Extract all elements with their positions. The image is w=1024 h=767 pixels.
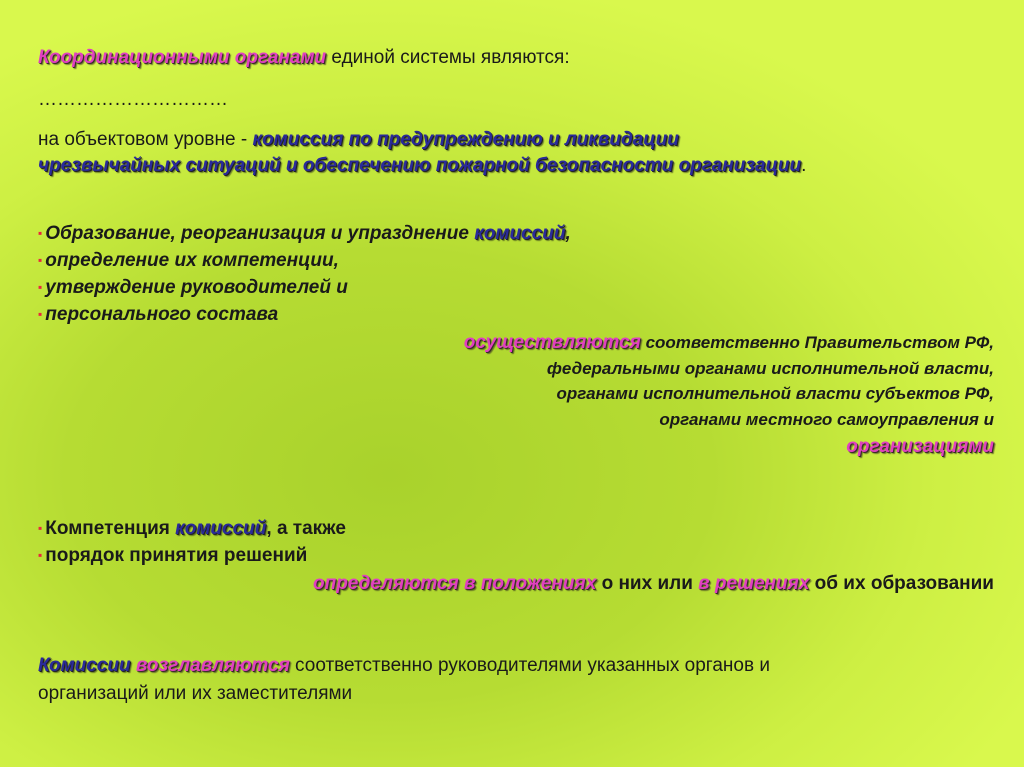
s2-r-highlight2: в решениях [698, 573, 810, 594]
intro-rest: единой системы являются: [326, 47, 570, 68]
s1-item2: определение их компетенции, [45, 250, 339, 271]
bullet-icon: ▪ [38, 253, 43, 267]
s1-item1-text: Образование, реорганизация и упразднение [45, 223, 475, 244]
s1-item1-highlight: комиссий [474, 223, 566, 244]
s1-item1-tail: , [565, 223, 571, 244]
s2-r-highlight1: определяются в положениях [312, 573, 597, 594]
s3-line1 [38, 654, 770, 678]
intro-highlight: Координационными органами [38, 47, 327, 68]
list-item [38, 222, 571, 247]
s1-right-line2: федеральными органами исполнительной власти, [546, 359, 994, 378]
s1-right-line3: органами исполнительной власти субъектов РФ, [556, 384, 994, 403]
bullet-icon: ▪ [38, 307, 43, 321]
list-item [38, 517, 346, 542]
s2-item1-highlight: комиссий [175, 518, 267, 539]
list-item [38, 249, 339, 274]
object-level-commission: комиссия по предупреждению и ликвидации [252, 129, 679, 150]
list-item [38, 303, 278, 328]
list-item [38, 276, 348, 301]
s1-right-line5: организациями [846, 436, 994, 457]
s2-item1-text: Компетенция [45, 518, 176, 539]
bullet-icon: ▪ [38, 280, 43, 294]
s2-r-text1: о них или [596, 573, 699, 594]
object-level-period: . [801, 155, 807, 176]
intro-line [38, 46, 570, 70]
s3-highlight2: возглавляются [135, 655, 290, 676]
object-level-line2 [38, 154, 806, 178]
s1-item3: утверждение руководителей и [45, 277, 348, 298]
s2-r-text2: об их образовании [809, 573, 994, 594]
s3-line1-rest: соответственно руководителями указанных органов и [289, 655, 770, 676]
bullet-icon: ▪ [38, 226, 43, 240]
list-item [38, 544, 307, 569]
s1-item4: персонального состава [45, 304, 279, 325]
s1-right-line1 [464, 331, 994, 355]
bullet-icon: ▪ [38, 521, 43, 535]
s2-item1-tail: , а также [266, 518, 346, 539]
s3-line2: организаций или их заместителями [38, 683, 353, 704]
intro-dots: ………………………… [38, 89, 228, 110]
bullet-icon: ▪ [38, 548, 43, 562]
s3-highlight1: Комиссии [38, 655, 131, 676]
s2-right-line [313, 572, 994, 596]
object-level-line1 [38, 128, 679, 152]
s1-r1-highlight: осуществляются [463, 332, 641, 353]
object-level-prefix: на объектовом уровне - [38, 129, 253, 150]
s1-r1-text: соответственно Правительством РФ, [640, 333, 994, 352]
s1-right-line4: органами местного самоуправления и [659, 410, 994, 429]
s2-item2: порядок принятия решений [45, 545, 308, 566]
object-level-commission-cont: чрезвычайных ситуаций и обеспечению пожарной безопасности организации [38, 155, 802, 176]
